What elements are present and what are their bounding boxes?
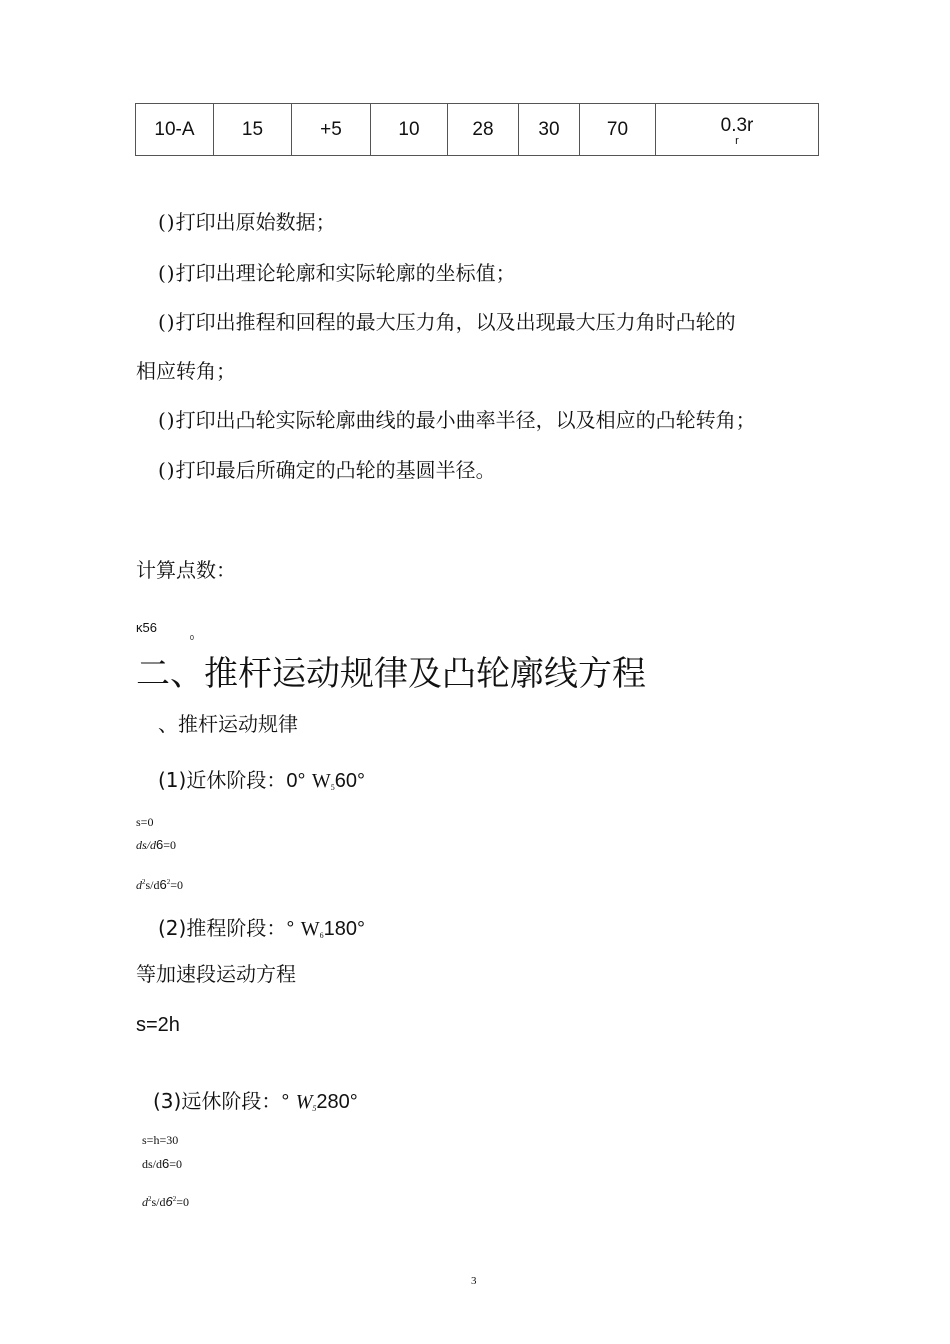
requirement-continuation: 相应转角； [136, 359, 236, 383]
stage1-eq-s: s=0 [136, 815, 154, 829]
eq-part: d [136, 878, 142, 892]
accel-label: 等加速段运动方程 [136, 962, 296, 986]
eq-part: 2 [142, 878, 146, 886]
table-cell: 28 [448, 104, 519, 156]
table-cell: +5 [292, 104, 371, 156]
table-cell: 10 [371, 104, 448, 156]
item-paren: () [158, 458, 176, 482]
requirement-item [158, 454, 496, 483]
subsection-title: 、推杆运动规律 [158, 712, 298, 736]
page-number: 3 [471, 1275, 477, 1287]
eq-part: 2 [166, 878, 171, 886]
requirement-item [158, 306, 736, 335]
stage3-w [296, 1091, 317, 1113]
eq-part: =0 [163, 838, 177, 852]
table-cell: 10-A [136, 104, 214, 156]
requirement-text: 打印出凸轮实际轮廓曲线的最小曲率半径，以及相应的凸轮转角； [175, 408, 756, 432]
stage3-deg: ° [281, 1091, 290, 1113]
eq-part: =0 [176, 1195, 190, 1209]
stage1-w [312, 770, 335, 792]
eq-part: 6 [162, 1156, 170, 1171]
table-cell: 30 [519, 104, 580, 156]
stage1-end: 60° [334, 770, 365, 792]
eq-part: ds/d [142, 1157, 163, 1171]
calc-points-label: 计算点数： [136, 558, 236, 582]
w-symbol: W [300, 918, 320, 940]
section-title: 二、推杆运动规律及凸轮廓线方程 [136, 654, 646, 694]
stage1-line [158, 764, 365, 793]
stage3-line [153, 1085, 358, 1114]
item-paren: () [158, 261, 176, 285]
stage2-deg: ° [286, 918, 295, 940]
w-subscript: 5 [312, 1104, 317, 1113]
eq-part: 2 [172, 1195, 177, 1203]
k-super: 0 [190, 635, 194, 642]
stage3-eq-ds [142, 1156, 182, 1172]
eq-part: s/d [145, 878, 160, 892]
item-paren: () [158, 408, 176, 432]
stage1-eq-ds [136, 837, 176, 853]
eq-part: 6 [156, 837, 164, 852]
table-cell-last [656, 104, 819, 156]
eq-part: =0 [170, 878, 184, 892]
eq-part: s/d [151, 1195, 166, 1209]
w-symbol: W [295, 1091, 313, 1113]
w-subscript: 5 [330, 783, 335, 792]
eq-part: =0 [169, 1157, 183, 1171]
table-cell-sub: r [735, 135, 739, 147]
w-symbol: W [311, 770, 331, 792]
requirement-text: 打印出理论轮廓和实际轮廓的坐标值； [175, 261, 516, 285]
requirement-text: 打印出原始数据； [175, 210, 336, 234]
eq-part: 6 [165, 1194, 173, 1209]
requirement-text: 打印出推程和回程的最大压力角，以及出现最大压力角时凸轮的 [175, 310, 736, 334]
stage2-w [301, 918, 324, 940]
stage3-eq-d2 [142, 1194, 189, 1210]
eq-part: d [142, 1195, 148, 1209]
table-cell: 70 [580, 104, 656, 156]
eq-part: 6 [159, 877, 167, 892]
eq-part: ds/d [136, 838, 157, 852]
item-paren: () [158, 310, 176, 334]
stage3-end: 280° [316, 1091, 358, 1113]
stage1-eq-d2 [136, 877, 183, 893]
table-row [136, 104, 819, 156]
table-cell-main: 0.3r [720, 115, 754, 136]
requirement-item [158, 206, 336, 235]
stage3-label: (3)远休阶段： [153, 1089, 282, 1113]
eq-part: 2 [148, 1195, 152, 1203]
stage2-label: (2)推程阶段： [158, 916, 287, 940]
k-value: κ56 [136, 620, 157, 635]
stage1-label: (1)近休阶段： [158, 768, 287, 792]
requirement-item [158, 404, 756, 433]
table-cell: 15 [214, 104, 292, 156]
item-paren: () [158, 210, 176, 234]
stage3-eq-s: s=h=30 [142, 1133, 179, 1147]
requirement-text: 打印最后所确定的凸轮的基圆半径。 [175, 458, 496, 482]
stage2-end: 180° [323, 918, 365, 940]
stage1-start: 0° [286, 770, 306, 792]
accel-equation: s=2h [136, 1014, 180, 1036]
w-subscript: 6 [319, 931, 324, 940]
requirement-item [158, 257, 516, 286]
parameter-table [135, 103, 819, 156]
stage2-line [158, 912, 365, 941]
